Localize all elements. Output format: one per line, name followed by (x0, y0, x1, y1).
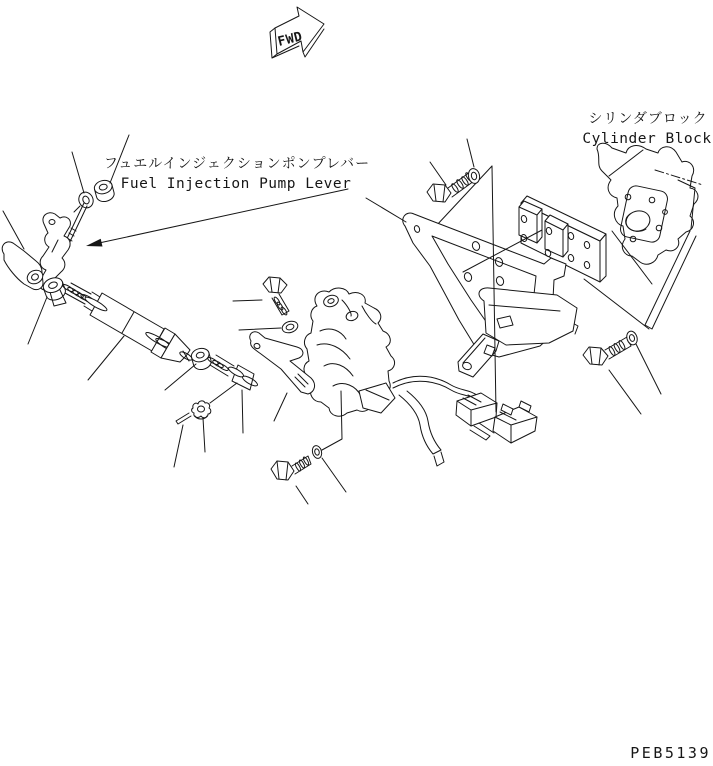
washer-lower (311, 445, 323, 460)
connector-b (493, 407, 537, 443)
control-rod-cylinder (62, 283, 194, 362)
label-cylinder-block-en: Cylinder Block (582, 131, 712, 147)
hex-bolt-upper (427, 172, 474, 202)
drawing-code: PEB5139 (630, 744, 711, 762)
label-cylinder-block-jp: シリンダブロック (588, 111, 708, 127)
hex-bolt-center (263, 277, 289, 316)
hex-bolt-lower (271, 456, 311, 480)
clip-washer (74, 190, 96, 212)
callout-arrow (86, 189, 348, 247)
hex-nut-rod-end (190, 346, 213, 371)
washer-right (625, 330, 639, 346)
label-fuel-injection-pump-lever-en: Fuel Injection Pump Lever (120, 176, 352, 192)
pump-lever-assembly-body (304, 288, 395, 416)
label-fuel-injection-pump-lever-jp: フュエルインジェクションポンプレバー (103, 156, 371, 172)
hex-bolt-right (583, 337, 631, 365)
block-bore-hole (624, 208, 652, 234)
control-cable (399, 391, 444, 466)
washer-upper (467, 168, 481, 185)
hex-nut-top (93, 178, 116, 203)
connector-a (456, 393, 497, 426)
spring-pin (176, 413, 191, 424)
fwd-arrow-icon (270, 7, 324, 58)
wire-harness (393, 334, 537, 466)
center-line (655, 170, 703, 185)
fwd-arrow-label: FWD (276, 29, 305, 50)
stud-bolt (207, 355, 259, 390)
flange-lock-nut (192, 401, 211, 419)
washer-center (281, 319, 300, 334)
